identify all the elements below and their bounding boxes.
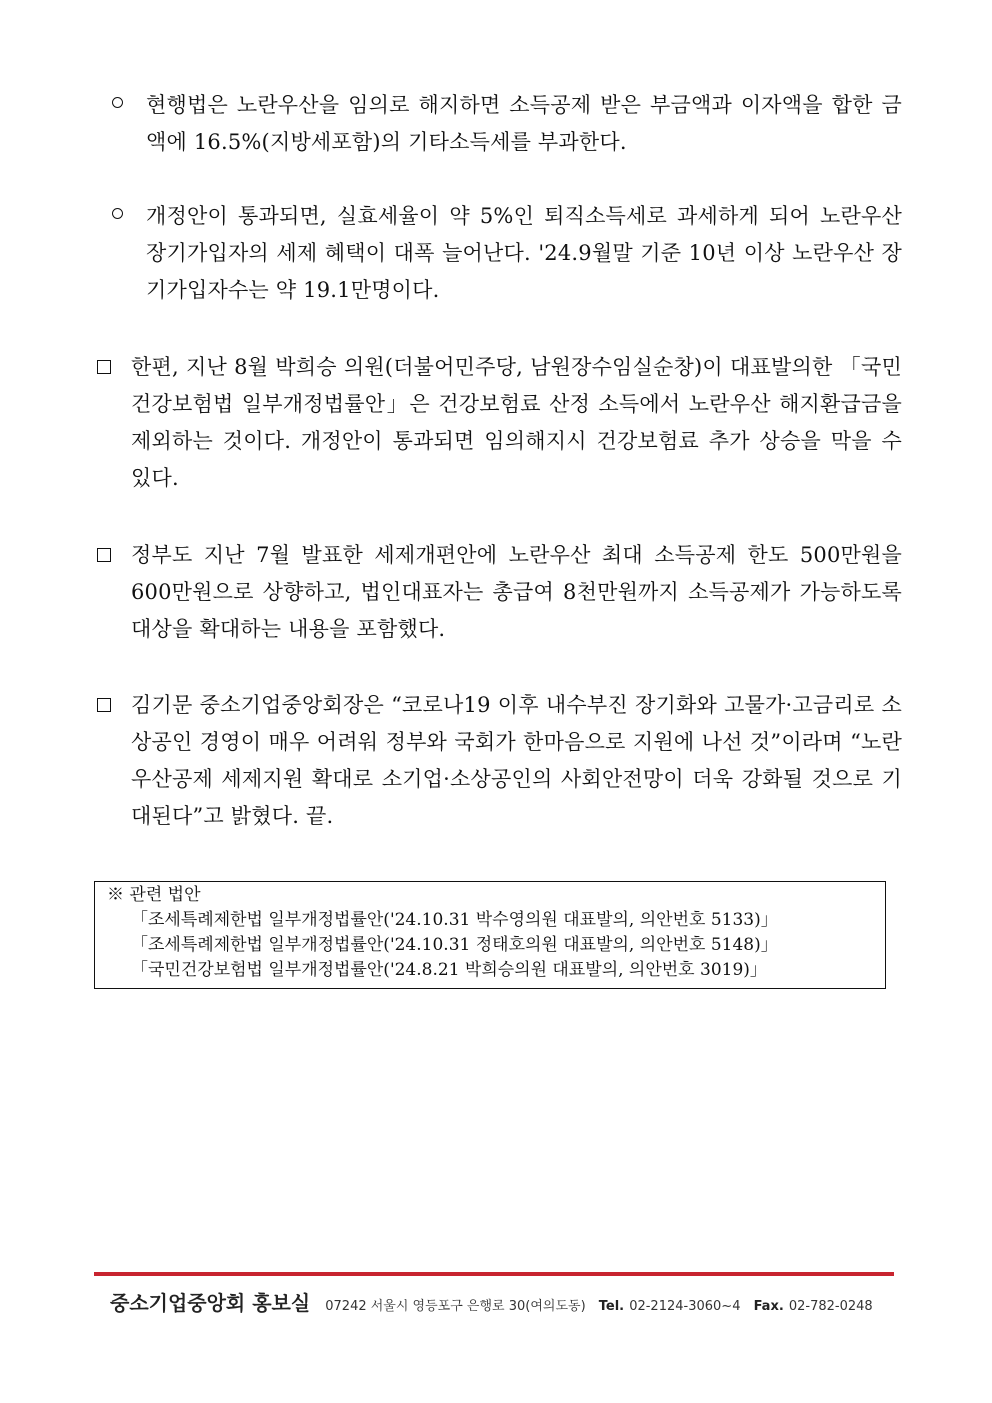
footer [110, 1287, 900, 1316]
paragraph-text: 현행법은 노란우산을 임의로 해지하면 소득공제 받은 부금액과 이자액을 합한 금액에 16.5%(지방세포함)의 기타소득세를 부과한다. [146, 93, 902, 154]
main-bullet-tax-reform [97, 537, 902, 648]
paragraph-text: 개정안이 통과되면, 실효세율이 약 5%인 퇴직소득세로 과세하게 되어 노란우산 장기가입자의 세제 혜택이 대폭 늘어난다. '24.9월말 기준 10년 이상 노란우산 장기가입자수는 약 19.1만명이다. [146, 204, 902, 302]
paragraph-text: 한편, 지난 8월 박희승 의원(더불어민주당, 남원장수임실순창)이 대표발의한 「국민건강보험법 일부개정법률안」은 건강보험료 산정 소득에서 노란우산 해지환급금을 제외하는 것이다. 개정안이 통과되면 임의해지시 건강보험료 추가 상승을 막을 수 있다. [131, 355, 902, 490]
sub-bullet-retirement-tax [112, 198, 902, 309]
footer-address: 07242 서울시 영등포구 은행로 30(여의도동) [325, 1299, 586, 1314]
circle-bullet-icon [112, 97, 123, 108]
footer-tel-label: Tel. [598, 1299, 625, 1314]
paragraph-text: 정부도 지난 7월 발표한 세제개편안에 노란우산 최대 소득공제 한도 500만원을 600만원으로 상향하고, 법인대표자는 총급여 8천만원까지 소득공제가 가능하도록 대상을 확대하는 내용을 포함했다. [131, 543, 902, 641]
paragraph-text: 김기문 중소기업중앙회장은 “코로나19 이후 내수부진 장기화와 고물가·고금리로 소상공인 경영이 매우 어려워 정부와 국회가 한마음으로 지원에 나선 것”이라며 “노란우산공제 세제지원 확대로 소기업·소상공인의 사회안전망이 더욱 강화될 것으로 기대된다”고 밝혔다. 끝. [131, 693, 902, 828]
related-bill-item: 「국민건강보험법 일부개정법률안('24.8.21 박희승의원 대표발의, 의안번호 3019)」 [131, 960, 767, 980]
footer-divider [94, 1272, 894, 1276]
footer-fax: 02-782-0248 [788, 1299, 873, 1314]
footer-org-name: 중소기업중앙회 홍보실 [110, 1291, 311, 1315]
square-bullet-icon [97, 698, 111, 712]
related-bills-box [94, 881, 886, 989]
main-bullet-health-insurance [97, 349, 902, 497]
footer-fax-label: Fax. [753, 1299, 784, 1314]
related-bills-title: ※ 관련 법안 [107, 885, 201, 905]
square-bullet-icon [97, 548, 111, 562]
footer-tel: 02-2124-3060~4 [629, 1299, 741, 1314]
main-bullet-chairman-quote [97, 687, 902, 835]
circle-bullet-icon [112, 208, 123, 219]
related-bill-item: 「조세특례제한법 일부개정법률안('24.10.31 정태호의원 대표발의, 의안번호 5148)」 [131, 935, 778, 955]
related-bill-item: 「조세특례제한법 일부개정법률안('24.10.31 박수영의원 대표발의, 의안번호 5133)」 [131, 910, 778, 930]
sub-bullet-penalty-tax [112, 87, 902, 161]
square-bullet-icon [97, 360, 111, 374]
